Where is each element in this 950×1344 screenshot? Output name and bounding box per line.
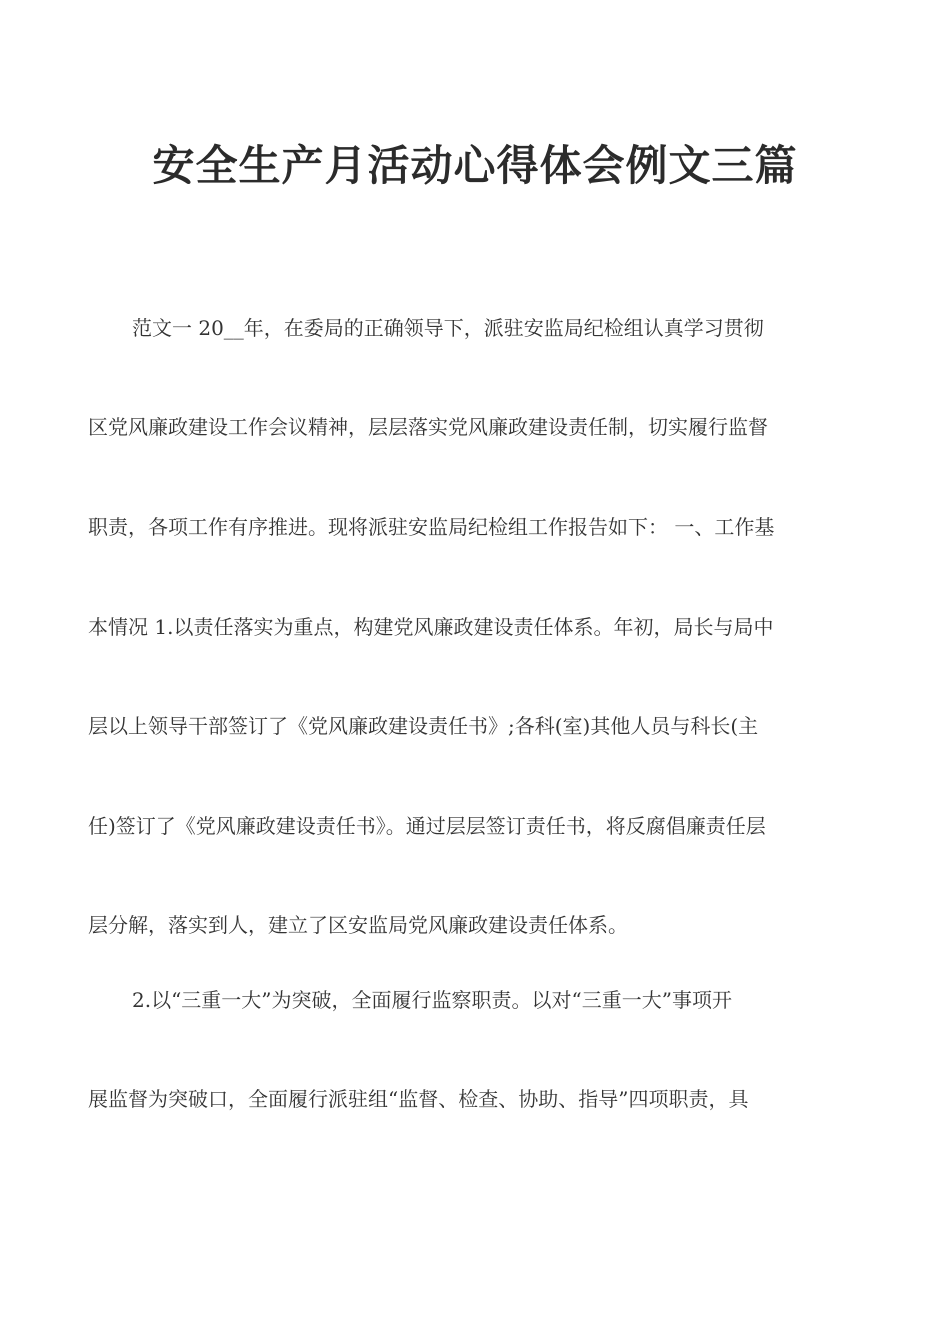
paragraph-line: 职责，各项工作有序推进。现将派驻安监局纪检组工作报告如下： 一、工作基	[88, 515, 775, 539]
paragraph-line: 2.以“三重一大”为突破，全面履行监察职责。以对“三重一大”事项开	[132, 988, 732, 1012]
paragraph-line: 展监督为突破口，全面履行派驻组“监督、检查、协助、指导”四项职责，具	[88, 1087, 749, 1111]
paragraph-line: 层以上领导干部签订了《党风廉政建设责任书》;各科(室)其他人员与科长(主	[88, 714, 759, 738]
paragraph-line: 区党风廉政建设工作会议精神，层层落实党风廉政建设责任制，切实履行监督	[88, 415, 768, 439]
paragraph-line: 范文一 20__年，在委局的正确领导下，派驻安监局纪检组认真学习贯彻	[132, 316, 764, 340]
document-title: 安全生产月活动心得体会例文三篇	[152, 141, 798, 190]
paragraph-line: 层分解，落实到人，建立了区安监局党风廉政建设责任体系。	[88, 913, 628, 937]
paragraph-line: 任)签订了《党风廉政建设责任书》。通过层层签订责任书，将反腐倡廉责任层	[88, 814, 766, 838]
paragraph-line: 本情况 1.以责任落实为重点，构建党风廉政建设责任体系。年初，局长与局中	[88, 615, 774, 639]
